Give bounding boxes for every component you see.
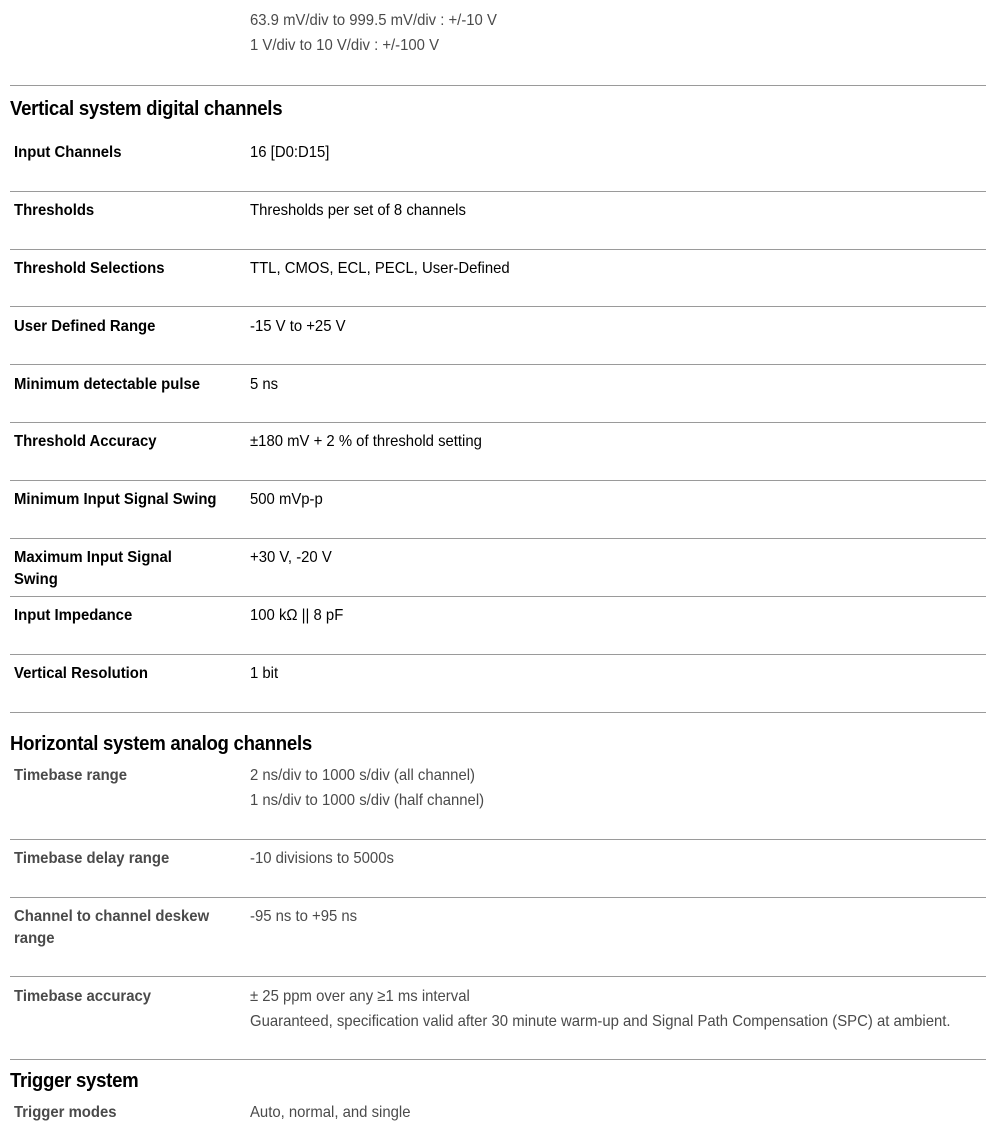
divider [10,976,986,977]
spec-label: Timebase accuracy [14,988,152,1005]
divider [10,538,986,539]
spec-value [250,984,951,1034]
spec-value: 1 bit [250,665,279,682]
divider [10,839,986,840]
spec-label: Timebase range [14,767,128,784]
spec-value [250,8,497,58]
divider [10,85,986,86]
section-title-trigger: Trigger system [10,1070,139,1092]
spec-value: -15 V to +25 V [250,318,346,335]
divider [10,364,986,365]
spec-label: Minimum detectable pulse [14,376,201,393]
spec-label: Trigger modes [14,1104,117,1121]
spec-value [250,904,357,929]
spec-value: Thresholds per set of 8 channels [250,202,466,219]
spec-label: Input Channels [14,144,122,161]
value-line: 1 V/div to 10 V/div : +/-100 V [250,37,440,54]
divider [10,596,986,597]
spec-value [250,846,394,871]
spec-value: 100 kΩ || 8 pF [250,607,344,624]
spec-value: 500 mVp-p [250,491,323,508]
divider [10,480,986,481]
spec-value: 5 ns [250,376,279,393]
value-line: 2 ns/div to 1000 s/div (all channel) [250,767,475,784]
section-title-vertical-digital: Vertical system digital channels [10,98,283,120]
divider [10,897,986,898]
value-line: 63.9 mV/div to 999.5 mV/div : +/-10 V [250,12,497,29]
spec-value: TTL, CMOS, ECL, PECL, User-Defined [250,260,510,277]
spec-label: Vertical Resolution [14,665,148,682]
divider [10,712,986,713]
spec-value [250,763,484,813]
spec-value: 16 [D0:D15] [250,144,330,161]
spec-label: Maximum Input Signal Swing [14,549,172,588]
divider [10,1059,986,1060]
divider [10,191,986,192]
divider [10,306,986,307]
spec-value: Auto, normal, and single [250,1104,411,1121]
spec-label: Channel to channel deskew range [14,908,210,947]
spec-label: Timebase delay range [14,850,170,867]
spec-label: Threshold Selections [14,260,165,277]
divider [10,249,986,250]
spec-value: ±180 mV + 2 % of threshold setting [250,433,482,450]
spec-label: User Defined Range [14,318,156,335]
value-line: Guaranteed, specification valid after 30 minute warm-up and Signal Path Compensation (SPC) at ambient. [250,1013,951,1030]
spec-label: Input Impedance [14,607,133,624]
value-line: ± 25 ppm over any ≥1 ms interval [250,988,470,1005]
spec-label: Threshold Accuracy [14,433,157,450]
divider [10,422,986,423]
value-line: -95 ns to +95 ns [250,908,358,925]
value-line: -10 divisions to 5000s [250,850,394,867]
divider [10,654,986,655]
spec-label: Minimum Input Signal Swing [14,491,217,508]
spec-label: Thresholds [14,202,95,219]
spec-value: +30 V, -20 V [250,549,332,566]
value-line: 1 ns/div to 1000 s/div (half channel) [250,792,485,809]
section-title-horizontal-analog: Horizontal system analog channels [10,733,312,755]
